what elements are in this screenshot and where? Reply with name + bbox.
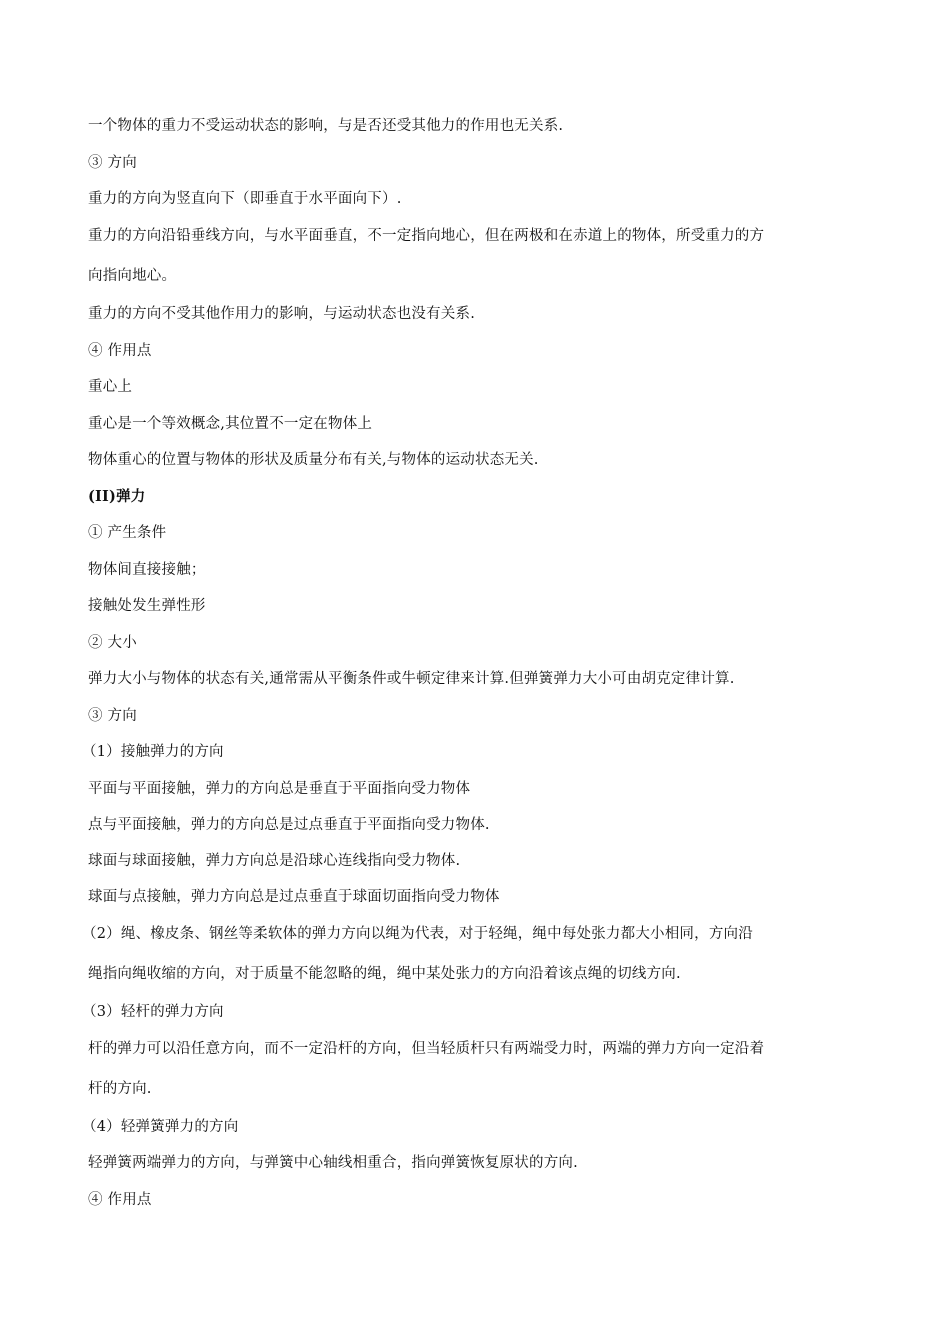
text-line: 重力的方向沿铅垂线方向，与水平面垂直，不一定指向地心，但在两极和在赤道上的物体，所受重力的方 [88,228,765,244]
text-line: 重力的方向不受其他作用力的影响，与运动状态也没有关系. [88,306,476,322]
text-line: 杆的方向. [88,1081,152,1097]
subheading-conditions: ① 产生条件 [88,525,167,541]
text-line: 向指向地心。 [88,268,177,284]
text-line: 重心上 [88,379,133,395]
text-line: 弹力大小与物体的状态有关,通常需从平衡条件或牛顿定律来计算.但弹簧弹力大小可由胡克定律计算. [88,671,735,687]
text-line: 物体间直接接触； [88,562,206,578]
text-line: 球面与球面接触，弹力方向总是沿球心连线指向受力物体. [88,853,461,869]
subheading-point-of-action: ④ 作用点 [88,1192,152,1208]
subheading-magnitude: ② 大小 [88,635,137,651]
subheading-direction: ③ 方向 [88,155,137,171]
text-line: 杆的弹力可以沿任意方向，而不一定沿杆的方向，但当轻质杆只有两端受力时，两端的弹力方向一定沿着 [88,1041,765,1057]
subheading-point-of-action: ④ 作用点 [88,343,152,359]
text-line: 接触处发生弹性形 [88,598,206,614]
text-line: 绳指向绳收缩的方向，对于质量不能忽略的绳，绳中某处张力的方向沿着该点绳的切线方向. [88,966,681,982]
subheading-direction: ③ 方向 [88,708,137,724]
text-line: 物体重心的位置与物体的形状及质量分布有关,与物体的运动状态无关. [88,452,539,468]
numbered-item: （4）轻弹簧弹力的方向 [82,1119,239,1135]
text-line: 球面与点接触，弹力方向总是过点垂直于球面切面指向受力物体 [88,889,500,905]
text-line: 一个物体的重力不受运动状态的影响，与是否还受其他力的作用也无关系. [88,118,564,134]
text-line: 点与平面接触，弹力的方向总是过点垂直于平面指向受力物体. [88,817,490,833]
numbered-item: （3）轻杆的弹力方向 [82,1004,224,1020]
text-line: 重力的方向为竖直向下（即垂直于水平面向下）. [88,191,402,207]
numbered-item: （1）接触弹力的方向 [82,744,224,760]
text-line: 轻弹簧两端弹力的方向，与弹簧中心轴线相重合，指向弹簧恢复原状的方向. [88,1155,578,1171]
text-line: 重心是一个等效概念,其位置不一定在物体上 [88,416,373,432]
section-heading-elastic-force: (II)弹力 [88,488,146,505]
text-line: 平面与平面接触，弹力的方向总是垂直于平面指向受力物体 [88,781,471,797]
numbered-item: （2）绳、橡皮条、钢丝等柔软体的弹力方向以绳为代表，对于轻绳，绳中每处张力都大小相同，方向沿 [82,926,753,942]
